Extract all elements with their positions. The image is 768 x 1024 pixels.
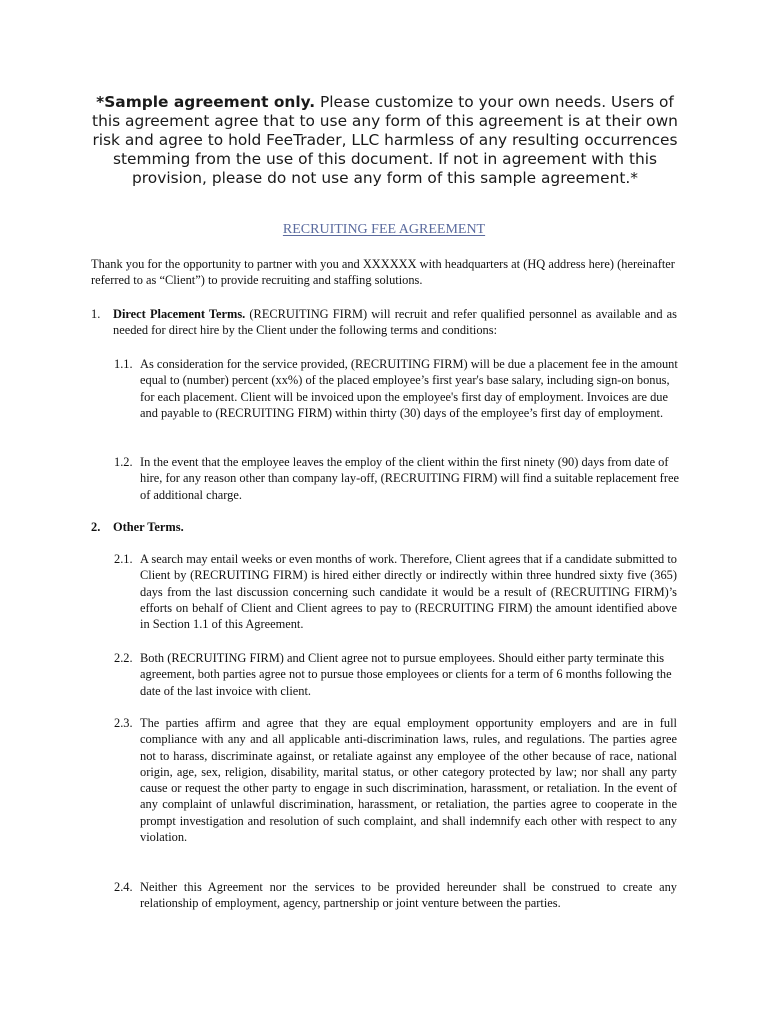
clause-1-1-number: 1.1. — [114, 357, 133, 371]
clause-2-2-number: 2.2. — [114, 651, 133, 665]
section-2-number: 2. — [91, 520, 101, 534]
section-1-paragraph — [113, 306, 677, 339]
disclaimer-bold-lead: *Sample agreement only. — [96, 93, 316, 111]
clause-2-4-text: Neither this Agreement nor the services to be provided hereunder shall be construed to create any relationship of employment, agency, partnership or joint venture between the parties. — [140, 880, 677, 911]
clause-2-4-number: 2.4. — [114, 880, 133, 894]
intro-paragraph: Thank you for the opportunity to partner with you and XXXXXX with headquarters at (HQ address here) (hereinafter referred to as “Client”) to provide recruiting and staffing solutions. — [91, 257, 675, 288]
clause-1-1-text: As consideration for the service provided, (RECRUITING FIRM) will be due a placement fee in the amount equal to (number) percent (xx%) of the placed employee’s first year's base salary, including sign-on bonus, for each placement. Client will be invoiced upon the employee's first day of employment. Invoices are due and payable to (RECRUITING FIRM) within thirty (30) days of the employee’s first day of employment. — [140, 357, 678, 420]
section-1-heading: Direct Placement Terms. — [113, 307, 246, 321]
document-title: RECRUITING FEE AGREEMENT — [282, 222, 486, 237]
clause-2-1-number: 2.1. — [114, 552, 133, 566]
clause-2-3-text: The parties affirm and agree that they are equal employment opportunity employers and are in full compliance with any and all applicable anti-discrimination laws, rules, and regulations. The parties agree not to harass, discriminate against, or retaliate against any employee of the other because of race, national origin, age, sex, religion, disability, marital status, or other category protected by law; nor shall any party cause or request the other party to engage in such discrimination, harassment, or retaliation. In the event of any complaint of unlawful discrimination, harassment, or retaliation, the parties agree to cooperate in the prompt investigation and resolution of such complaint, and shall indemnify each other with respect to any violation. — [140, 716, 677, 845]
clause-2-1-text: A search may entail weeks or even months of work. Therefore, Client agrees that if a candidate submitted to Client by (RECRUITING FIRM) is hired either directly or indirectly within three hundred sixty five (365) days from the last discussion concerning such candidate it would be a result of (RECRUITING FIRM)’s efforts on behalf of Client and Client agrees to pay to (RECRUITING FIRM) the amount identified above in Section 1.1 of this Agreement. — [140, 552, 677, 632]
section-1-text: (RECRUITING FIRM) will recruit and refer qualified personnel as available and as needed for direct hire by the Client under the following terms and conditions: — [113, 307, 677, 338]
disclaimer-text: Please customize to your own needs. Users of this agreement agree that to use any form of this agreement is at their own risk and agree to hold FeeTrader, LLC harmless of any resulting occurrences stemming from the use of this document. If not in agreement with this provision, please do not use any form of this sample agreement.* — [92, 93, 678, 187]
section-2-heading: Other Terms. — [113, 520, 184, 534]
clause-2-2-text: Both (RECRUITING FIRM) and Client agree not to pursue employees. Should either party terminate this agreement, both parties agree not to pursue those employees or clients for a term of 6 months following the date of the last invoice with client. — [140, 651, 672, 698]
clause-1-2-number: 1.2. — [114, 455, 133, 469]
clause-2-3-number: 2.3. — [114, 716, 133, 730]
clause-1-2-text: In the event that the employee leaves the employ of the client within the first ninety (90) days from date of hire, for any reason other than company lay-off, (RECRUITING FIRM) will find a suitable replacement free of additional charge. — [140, 455, 679, 502]
section-1-number: 1. — [91, 307, 101, 321]
disclaimer-paragraph — [80, 93, 690, 188]
